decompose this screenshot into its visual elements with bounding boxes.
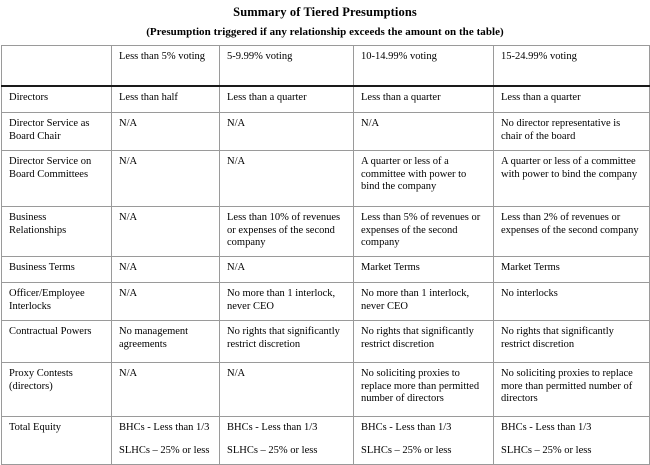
equity-slhc-line: SLHCs – 25% or less — [501, 444, 592, 456]
cell-equity-c3 — [354, 417, 494, 465]
row-label-contractual-powers: Contractual Powers — [2, 321, 112, 363]
column-header-corner — [2, 46, 112, 87]
column-header-10-to-14: 10-14.99% voting — [354, 46, 494, 87]
row-label-director-service-board-committees: Director Service on Board Committees — [2, 151, 112, 207]
cell-committees-c4: A quarter or less of a committee with power to bind the company — [494, 151, 650, 207]
cell-chair-c3: N/A — [354, 113, 494, 151]
cell-proxy-c3: No soliciting proxies to replace more than permitted number of directors — [354, 363, 494, 417]
table-row — [2, 363, 650, 417]
cell-business-rel-c2: Less than 10% of revenues or expenses of the second company — [220, 207, 354, 257]
cell-proxy-c2: N/A — [220, 363, 354, 417]
table-row — [2, 257, 650, 283]
cell-proxy-c1: N/A — [112, 363, 220, 417]
cell-committees-c2: N/A — [220, 151, 354, 207]
page-title: Summary of Tiered Presumptions — [233, 5, 417, 19]
cell-business-rel-c1: N/A — [112, 207, 220, 257]
cell-chair-c2: N/A — [220, 113, 354, 151]
cell-proxy-c4: No soliciting proxies to replace more than permitted number of directors — [494, 363, 650, 417]
cell-chair-c1: N/A — [112, 113, 220, 151]
cell-business-terms-c1: N/A — [112, 257, 220, 283]
table-header-row — [2, 46, 650, 87]
equity-bhc-line: BHCs - Less than 1/3 — [119, 422, 210, 433]
cell-committees-c3: A quarter or less of a committee with power to bind the company — [354, 151, 494, 207]
cell-business-terms-c3: Market Terms — [354, 257, 494, 283]
cell-directors-c2: Less than a quarter — [220, 86, 354, 113]
cell-equity-c1 — [112, 417, 220, 465]
column-header-15-to-24: 15-24.99% voting — [494, 46, 650, 87]
cell-equity-c4 — [494, 417, 650, 465]
cell-committees-c1: N/A — [112, 151, 220, 207]
row-label-business-terms: Business Terms — [2, 257, 112, 283]
cell-contractual-c1: No management agreements — [112, 321, 220, 363]
tiered-presumptions-table — [1, 45, 650, 465]
cell-business-rel-c4: Less than 2% of revenues or expenses of the second company — [494, 207, 650, 257]
row-label-directors: Directors — [2, 86, 112, 113]
row-label-director-service-board-chair: Director Service as Board Chair — [2, 113, 112, 151]
cell-interlocks-c3: No more than 1 interlock, never CEO — [354, 283, 494, 321]
cell-equity-c2 — [220, 417, 354, 465]
column-header-5-to-9: 5-9.99% voting — [220, 46, 354, 87]
column-header-less-than-5: Less than 5% voting — [112, 46, 220, 87]
table-row — [2, 151, 650, 207]
cell-business-terms-c4: Market Terms — [494, 257, 650, 283]
row-label-proxy-contests: Proxy Contests (directors) — [2, 363, 112, 417]
table-row — [2, 86, 650, 113]
equity-slhc-line: SLHCs – 25% or less — [361, 444, 452, 456]
cell-interlocks-c2: No more than 1 interlock, never CEO — [220, 283, 354, 321]
row-label-officer-employee-interlocks: Officer/Employee Interlocks — [2, 283, 112, 321]
cell-directors-c4: Less than a quarter — [494, 86, 650, 113]
cell-chair-c4: No director representative is chair of the board — [494, 113, 650, 151]
equity-slhc-line: SLHCs – 25% or less — [119, 444, 210, 456]
cell-interlocks-c1: N/A — [112, 283, 220, 321]
equity-bhc-line: BHCs - Less than 1/3 — [501, 422, 592, 433]
table-row — [2, 417, 650, 465]
table-row — [2, 321, 650, 363]
equity-bhc-line: BHCs - Less than 1/3 — [361, 422, 452, 433]
table-row — [2, 207, 650, 257]
cell-interlocks-c4: No interlocks — [494, 283, 650, 321]
table-row — [2, 283, 650, 321]
row-label-business-relationships: Business Relationships — [2, 207, 112, 257]
cell-contractual-c4: No rights that significantly restrict discretion — [494, 321, 650, 363]
cell-business-rel-c3: Less than 5% of revenues or expenses of the second company — [354, 207, 494, 257]
page-subtitle: (Presumption triggered if any relationship exceeds the amount on the table) — [146, 26, 504, 38]
cell-directors-c1: Less than half — [112, 86, 220, 113]
equity-slhc-line: SLHCs – 25% or less — [227, 444, 318, 456]
cell-contractual-c2: No rights that significantly restrict discretion — [220, 321, 354, 363]
cell-directors-c3: Less than a quarter — [354, 86, 494, 113]
cell-business-terms-c2: N/A — [220, 257, 354, 283]
table-row — [2, 113, 650, 151]
equity-bhc-line: BHCs - Less than 1/3 — [227, 422, 318, 433]
cell-contractual-c3: No rights that significantly restrict discretion — [354, 321, 494, 363]
row-label-total-equity: Total Equity — [2, 417, 112, 465]
